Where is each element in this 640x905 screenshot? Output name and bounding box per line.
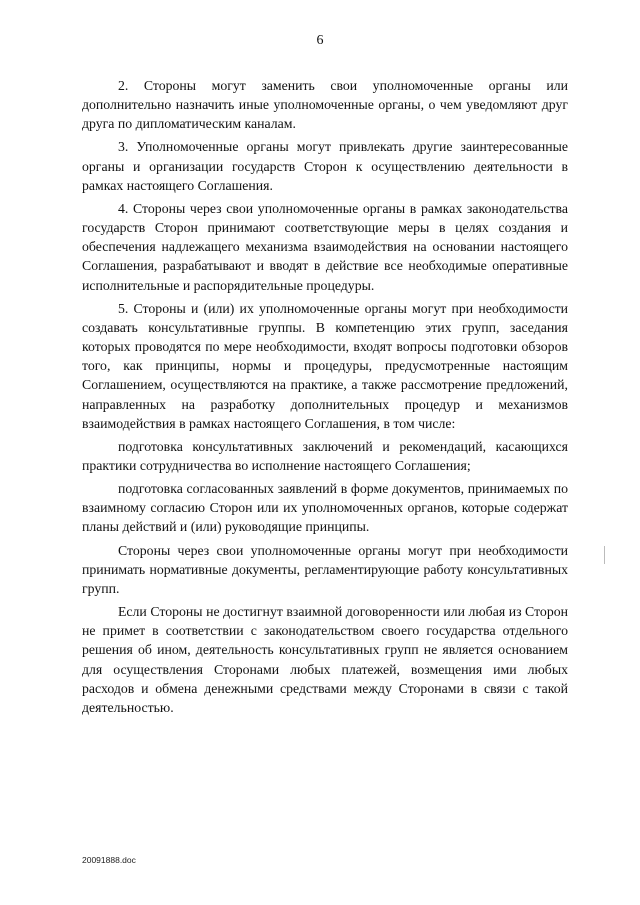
paragraph-no-payments: Если Стороны не достигнут взаимной договоренности или любая из Сторон не примет в соответствии с законодательством своего государства отдельного решения об ином, деятельность консультативных групп не является основанием для осуществления Сторонами любых платежей, возмещения ими любых расходов и обмена денежными средствами между Сторонами в связи с такой деятельностью.	[82, 604, 568, 715]
paragraph-normative-documents: Стороны через свои уполномоченные органы могут при необходимости принимать нормативные документы, регламентирующие работу консультативных групп.	[82, 542, 568, 596]
page-number: 6	[316, 33, 324, 48]
document-footer: 20091888.doc	[82, 855, 136, 865]
list-item-consultative-conclusions: подготовка консультативных заключений и рекомендаций, касающихся практики сотрудничества во исполнение настоящего Соглашения;	[82, 438, 568, 473]
paragraph-3: 3. Уполномоченные органы могут привлекать другие заинтересованные органы и организации государств Сторон к осуществлению деятельности в рамках настоящего Соглашения.	[82, 139, 568, 193]
paragraph-4: 4. Стороны через свои уполномоченные органы в рамках законодательства государств Сторон принимают соответствующие меры в целях создания и обеспечения надлежащего механизма взаимодействия на основании настоящего Соглашения, разрабатывают и вводят в действие все необходимые оперативные исполнительные и распорядительные процедуры.	[82, 200, 568, 293]
list-item-agreed-statements: подготовка согласованных заявлений в форме документов, принимаемых по взаимному согласию Сторон или их уполномоченных органов, которые содержат планы действий и (или) руководящие принципы.	[82, 481, 568, 535]
paragraph-5: 5. Стороны и (или) их уполномоченные органы могут при необходимости создавать консультативные группы. В компетенцию этих групп, заседания которых проводятся по мере необходимости, входят вопросы подготовки обзоров того, как принципы, нормы и процедуры, предусмотренные настоящим Соглашением, осуществляются на практике, а также рассмотрение предложений, направленных на разработку дополнительных процедур и механизмов взаимодействия в рамках настоящего Соглашения, в том числе:	[82, 300, 568, 431]
document-body	[82, 76, 568, 721]
scan-artifact	[604, 546, 605, 564]
paragraph-2: 2. Стороны могут заменить свои уполномоченные органы или дополнительно назначить иные уполномоченные органы, о чем уведомляют друг друга по дипломатическим каналам.	[82, 78, 568, 132]
